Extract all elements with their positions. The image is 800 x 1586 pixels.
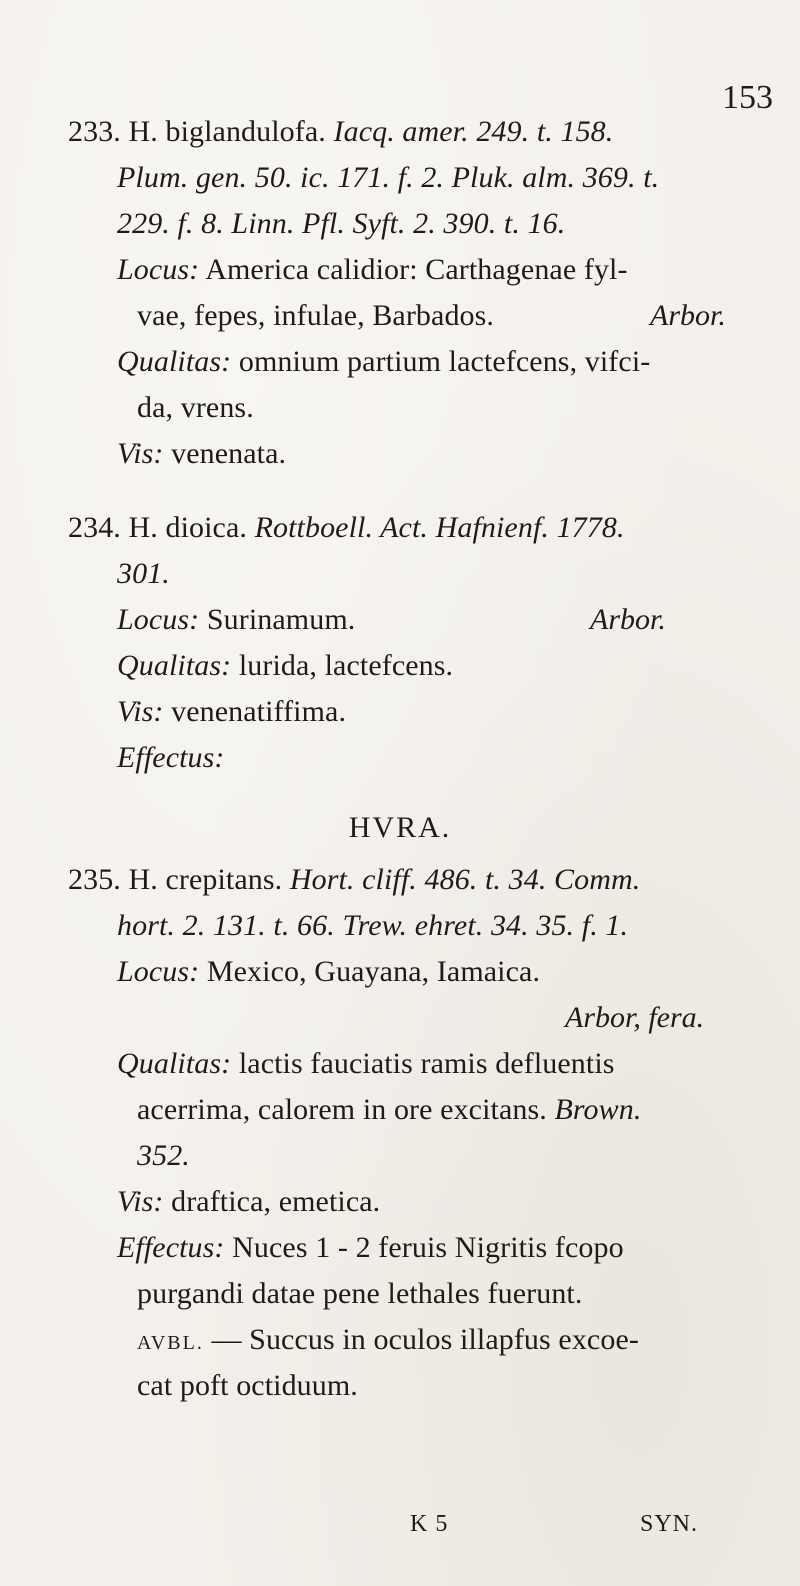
catchword: SYN. <box>640 1511 699 1537</box>
qualitas-text: lurida, lactefcens. <box>231 649 454 682</box>
signature-mark: K 5 <box>410 1511 449 1537</box>
qualitas-label: Qualitas: <box>117 345 232 378</box>
entry-233-ref-2: Plum. gen. 50. ic. 171. f. 2. Pluk. alm. 369. t. <box>117 161 660 194</box>
entry-233-vis <box>117 434 286 474</box>
vis-text: venenatiffima. <box>163 695 347 728</box>
vis-label: Vis: <box>117 437 164 470</box>
entry-234-name: 234. H. dioica. <box>68 511 255 544</box>
entry-233-qualitas-cont: da, vrens. <box>137 391 254 424</box>
locus-text-cont: vae, fepes, infulae, Barbados. <box>137 299 495 332</box>
source-author: AVBL. <box>137 1332 204 1354</box>
qualitas-text-cont: acerrima, calorem in ore excitans. <box>137 1093 555 1126</box>
vis-text: venenata. <box>163 437 287 470</box>
vis-label: Vis: <box>117 695 164 728</box>
entry-235-locus <box>117 952 540 992</box>
vis-text: draftica, emetica. <box>163 1185 381 1218</box>
entry-234-heading <box>68 508 625 548</box>
locus-label: Locus: <box>117 253 200 286</box>
effectus-note: — Succus in oculos illapfus excoe- <box>203 1323 639 1356</box>
entry-233-heading <box>68 112 613 152</box>
entry-235-effectus-note-cont: cat poft octiduum. <box>137 1369 358 1402</box>
page-number: 153 <box>722 79 773 116</box>
entry-233-locus-cont <box>137 296 494 336</box>
effectus-label: Effectus: <box>117 1231 225 1264</box>
effectus-text: Nuces 1 - 2 feruis Nigritis fcopo <box>224 1231 624 1264</box>
locus-label: Locus: <box>117 603 200 636</box>
vis-label: Vis: <box>117 1185 164 1218</box>
qualitas-label: Qualitas: <box>117 1047 232 1080</box>
entry-235-vis <box>117 1182 380 1222</box>
entry-233-qualitas <box>117 342 650 382</box>
qualitas-text: lactis fauciatis ramis defluentis <box>231 1047 615 1080</box>
entry-234-qualitas <box>117 646 453 686</box>
qualitas-ref: Brown. <box>554 1093 642 1126</box>
qualitas-label: Qualitas: <box>117 649 232 682</box>
entry-235-name: 235. H. crepitans. <box>68 863 290 896</box>
locus-label: Locus: <box>117 955 200 988</box>
entry-235-habit: Arbor, fera. <box>565 1001 705 1034</box>
entry-235-heading <box>68 860 640 900</box>
entry-235-qualitas-cont <box>137 1090 641 1130</box>
entry-234-habit: Arbor. <box>590 603 666 636</box>
entry-235-ref-2: hort. 2. 131. t. 66. Trew. ehret. 34. 35. f. 1. <box>117 909 629 942</box>
entry-233-ref-3: 229. f. 8. Linn. Pfl. Syft. 2. 390. t. 16. <box>117 207 566 240</box>
effectus-label: Effectus: <box>117 741 225 774</box>
entry-235-qualitas-ref-cont: 352. <box>137 1139 190 1172</box>
entry-234-locus <box>117 600 355 640</box>
entry-235-effectus-cont: purgandi datae pene lethales fuerunt. <box>137 1277 583 1310</box>
entry-234-ref-1: Rottboell. Act. Hafnienf. 1778. <box>254 511 625 544</box>
entry-233-name: 233. H. biglandulofa. <box>68 115 334 148</box>
qualitas-text: omnium partium lactefcens, vifci- <box>231 345 651 378</box>
entry-235-qualitas <box>117 1044 615 1084</box>
entry-233-locus <box>117 250 628 290</box>
entry-234-ref-2: 301. <box>117 557 170 590</box>
entry-235-ref-1: Hort. cliff. 486. t. 34. Comm. <box>289 863 641 896</box>
entry-234-effectus <box>117 738 225 778</box>
entry-233-ref-1: Iacq. amer. 249. t. 158. <box>333 115 614 148</box>
locus-text: Surinamum. <box>199 603 356 636</box>
locus-text: Mexico, Guayana, Iamaica. <box>199 955 541 988</box>
entry-235-effectus-source <box>137 1320 639 1363</box>
entry-235-effectus <box>117 1228 624 1268</box>
locus-text: America calidior: Carthagenae fyl- <box>199 253 628 286</box>
entry-233-habit: Arbor. <box>650 299 726 332</box>
entry-234-vis <box>117 692 346 732</box>
section-heading: HVRA. <box>348 811 452 844</box>
